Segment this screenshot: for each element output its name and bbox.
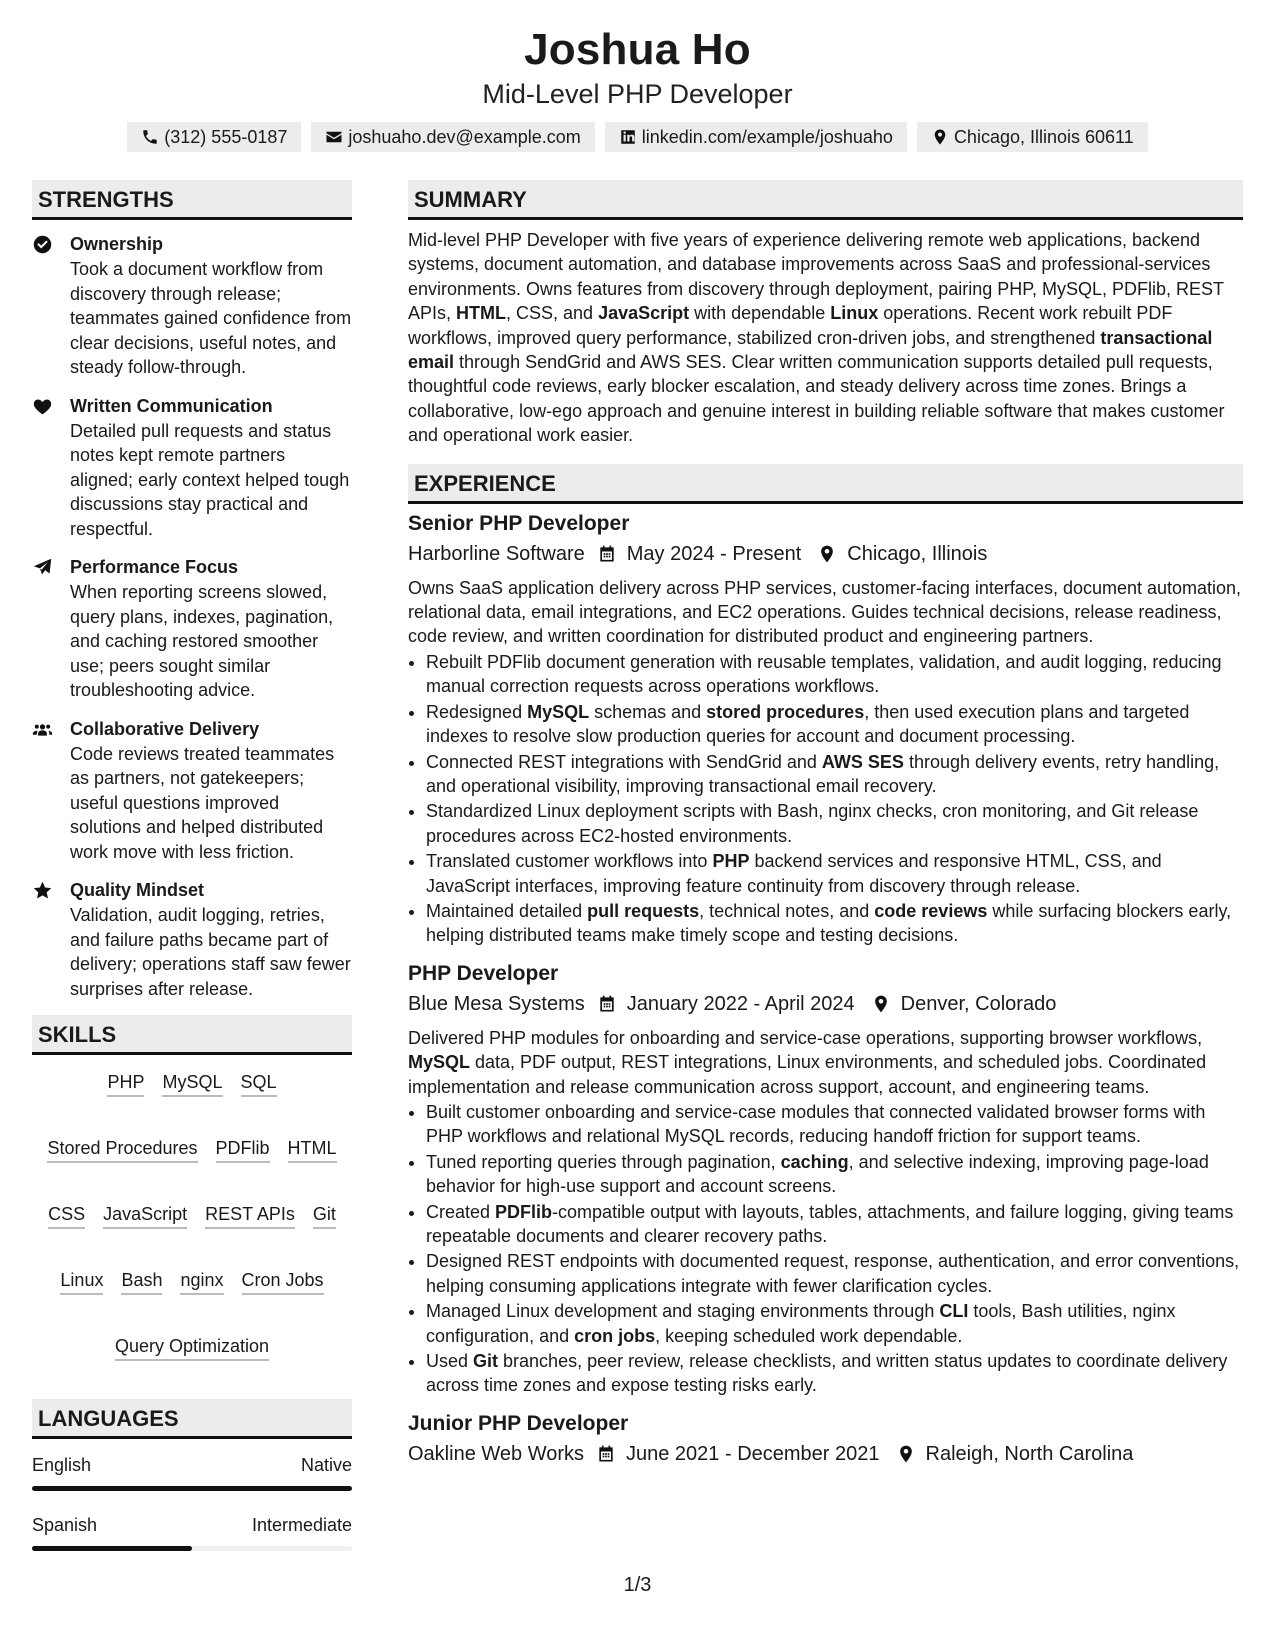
job-bullet <box>426 1100 1243 1149</box>
text-segment: HTML <box>456 303 506 324</box>
job-meta <box>408 990 1243 1018</box>
skill-tag: CSS <box>48 1203 85 1229</box>
skill-tag: JavaScript <box>103 1203 187 1229</box>
text-segment: PDFlib <box>495 1201 553 1222</box>
text-segment: Created <box>426 1201 496 1222</box>
contact-item[interactable] <box>127 122 301 152</box>
strength-item <box>32 394 352 542</box>
job-bullets <box>408 650 1243 948</box>
text-segment: Linux <box>830 303 879 324</box>
contact-item[interactable] <box>605 122 907 152</box>
job-bullet <box>426 1200 1243 1249</box>
language-level: Intermediate <box>251 1515 352 1535</box>
text-segment: pull requests <box>587 900 700 921</box>
heart-icon <box>32 396 53 417</box>
strength-title: Ownership <box>70 234 164 254</box>
job-company: Harborline Software <box>408 542 585 565</box>
text-segment: transactional email <box>408 327 1213 373</box>
text-segment: caching <box>780 1151 849 1172</box>
candidate-title: Mid-Level PHP Developer <box>482 79 793 109</box>
job-entry <box>408 510 1243 948</box>
text-segment: Rebuilt PDFlib document generation with reusable templates, validation, and audit logging, reducing manual correction requests across operations workflows. <box>426 651 1222 697</box>
job-bullet <box>426 650 1243 699</box>
text-segment: MySQL <box>527 701 590 722</box>
strength-description: When reporting screens slowed, query plans, indexes, pagination, and caching restored smoother use; peers sought similar troubleshooting advice. <box>70 582 334 700</box>
contact-item[interactable] <box>311 122 594 152</box>
text-segment: code reviews <box>874 900 988 921</box>
job-description <box>408 1026 1243 1099</box>
job-bullet <box>426 750 1243 799</box>
job-location: Raleigh, North Carolina <box>925 1442 1134 1465</box>
skills-list <box>32 1071 352 1361</box>
language-proficiency-bar <box>32 1486 352 1491</box>
strength-description: Detailed pull requests and status notes kept remote partners aligned; early context helped tough discussions stay practical and respectful. <box>70 420 350 539</box>
strength-description: Took a document workflow from discovery through release; teammates gained confidence from clear decisions, useful notes, and steady follow-through. <box>70 259 352 377</box>
strength-description: Validation, audit logging, retries, and failure paths became part of delivery; operations staff saw fewer surprises after release. <box>70 905 351 999</box>
skill-tag: SQL <box>241 1071 277 1097</box>
text-segment: CLI <box>939 1301 969 1322</box>
job-entry <box>408 1410 1243 1468</box>
language-name: Spanish <box>32 1515 98 1535</box>
contact-text: linkedin.com/example/joshuaho <box>641 126 893 147</box>
map-pin-icon <box>931 128 949 146</box>
linkedin-icon <box>619 128 637 146</box>
strength-item <box>32 717 352 865</box>
text-segment: , then used execution plans and targeted indexes to resolve slow production queries for account and document processing. <box>426 701 1190 747</box>
text-segment: Connected REST integrations with SendGrid and <box>426 751 822 772</box>
text-segment: Redesigned <box>426 701 528 722</box>
text-segment: , technical notes, and <box>699 900 875 921</box>
languages-list <box>32 1453 352 1551</box>
contact-bar <box>0 122 1275 152</box>
text-segment: stored procedures <box>706 701 865 722</box>
map-pin-icon <box>896 1444 916 1464</box>
job-entry <box>408 960 1243 1398</box>
page-number: 1/3 <box>623 1574 652 1596</box>
strength-item <box>32 555 352 703</box>
right-column <box>408 180 1243 1468</box>
summary-text <box>408 228 1243 448</box>
text-segment: through delivery events, retry handling, and operational visibility, improving transactional email recovery. <box>426 751 1220 796</box>
text-segment: with dependable <box>689 303 831 324</box>
users-icon <box>32 719 53 740</box>
job-location: Chicago, Illinois <box>847 542 988 565</box>
job-company: Oakline Web Works <box>408 1442 584 1465</box>
strengths-list <box>32 232 352 1001</box>
text-segment: cron jobs <box>574 1325 656 1346</box>
skills-heading: SKILLS <box>32 1015 352 1055</box>
job-bullet <box>426 799 1243 848</box>
job-description <box>408 576 1243 649</box>
language-name: English <box>32 1455 92 1475</box>
text-segment: PHP <box>712 851 750 872</box>
experience-list <box>408 510 1243 1468</box>
map-pin-icon <box>817 544 837 564</box>
language-level: Native <box>300 1455 352 1475</box>
text-segment: -compatible output with layouts, tables, attachments, and failure logging, giving teams repeatable documents and clearer recovery paths. <box>426 1201 1234 1246</box>
skill-tag: Linux <box>60 1269 103 1295</box>
strength-description: Code reviews treated teammates as partners, not gatekeepers; useful questions improved solutions and helped distributed work move with less friction. <box>70 743 335 862</box>
text-segment: tools, Bash utilities, nginx configuration, and <box>426 1301 1176 1346</box>
language-proficiency-fill <box>32 1486 352 1491</box>
left-column <box>32 180 352 1573</box>
star-icon <box>32 880 53 901</box>
resume-header <box>0 0 1275 152</box>
job-title: Junior PHP Developer <box>408 1411 629 1435</box>
text-segment: schemas and <box>589 701 707 722</box>
job-company: Blue Mesa Systems <box>408 992 585 1015</box>
job-title: Senior PHP Developer <box>408 511 630 535</box>
text-segment: Mid-level PHP Developer with five years of experience delivering remote web applications, backend systems, document automation, and database improvements across SaaS and professional-services environments. Owns features from discovery through deployment, pairing PHP, MySQL, PDFlib, REST APIs, <box>408 230 1224 324</box>
contact-text: joshuaho.dev@example.com <box>348 126 581 147</box>
job-bullet <box>426 700 1243 749</box>
text-segment: , keeping scheduled work dependable. <box>655 1325 963 1346</box>
text-segment: Designed REST endpoints with documented request, response, authentication, and error conventions, helping consuming applications integrate with fewer clarification cycles. <box>426 1251 1240 1296</box>
job-meta <box>408 1440 1243 1468</box>
job-dates: January 2022 - April 2024 <box>626 992 855 1015</box>
job-bullet <box>426 849 1243 898</box>
envelope-icon <box>325 128 343 146</box>
text-segment: Owns SaaS application delivery across PHP services, customer-facing interfaces, document automation, relational data, email integrations, and EC2 operations. Guides technical decisions, release readiness, code review, and written coordination for distributed product and engineering partners. <box>408 577 1242 647</box>
job-bullet <box>426 1299 1243 1348</box>
skill-tag: Query Optimization <box>115 1335 269 1361</box>
job-bullet <box>426 899 1243 948</box>
strength-item <box>32 232 352 380</box>
job-dates: May 2024 - Present <box>626 542 802 565</box>
job-location: Denver, Colorado <box>900 992 1057 1015</box>
languages-heading: LANGUAGES <box>32 1399 352 1439</box>
text-segment: Built customer onboarding and service-case modules that connected validated browser forms with PHP workflows and relational MySQL records, reducing handoff friction for support teams. <box>426 1101 1206 1147</box>
text-segment: JavaScript <box>598 303 690 324</box>
candidate-name: Joshua Ho <box>524 25 751 74</box>
skill-tag: REST APIs <box>205 1203 295 1229</box>
map-pin-icon <box>871 994 891 1014</box>
strength-item <box>32 878 352 1001</box>
text-segment: backend services and responsive HTML, CSS, and JavaScript interfaces, improving feature continuity from discovery through release. <box>426 851 1162 896</box>
text-segment: Standardized Linux deployment scripts with Bash, nginx checks, cron monitoring, and Git release procedures across EC2-hosted environments. <box>426 801 1199 846</box>
skill-tag: PDFlib <box>216 1137 270 1163</box>
check-circle-icon <box>32 234 53 255</box>
strength-title: Quality Mindset <box>70 880 205 900</box>
skill-tag: nginx <box>180 1269 223 1295</box>
language-item <box>32 1513 352 1551</box>
calendar-icon <box>596 1444 616 1464</box>
text-segment: branches, peer review, release checklists, and written status updates to coordinate delivery across time zones and expose testing risks early. <box>426 1351 1228 1396</box>
strength-title: Collaborative Delivery <box>70 718 260 739</box>
text-segment: Delivered PHP modules for onboarding and service-case operations, supporting browser workflows, <box>408 1027 1203 1048</box>
text-segment: Git <box>473 1351 499 1372</box>
text-segment: operations. Recent work rebuilt PDF workflows, improved query performance, stabilized cron-driven jobs, and strengthened <box>408 303 1173 348</box>
skill-tag: Bash <box>121 1269 162 1295</box>
paper-plane-icon <box>32 557 53 578</box>
text-segment: Used <box>426 1351 474 1372</box>
job-bullet <box>426 1150 1243 1199</box>
text-segment: while surfacing blockers early, helping distributed teams make timely scope and testing decisions. <box>426 900 1232 946</box>
contact-text: (312) 555-0187 <box>164 126 288 147</box>
skill-tag: MySQL <box>162 1071 222 1097</box>
language-item <box>32 1453 352 1491</box>
job-bullet <box>426 1249 1243 1298</box>
strength-title: Written Communication <box>70 395 273 416</box>
contact-text: Chicago, Illinois 60611 <box>953 126 1134 147</box>
experience-heading: EXPERIENCE <box>408 464 1243 504</box>
job-dates: June 2021 - December 2021 <box>626 1442 880 1465</box>
skill-tag: Cron Jobs <box>242 1269 324 1295</box>
job-bullet <box>426 1349 1243 1398</box>
calendar-icon <box>597 994 617 1014</box>
phone-icon <box>141 128 159 146</box>
text-segment: , and selective indexing, improving page-load behavior for high-use support and account screens. <box>426 1151 1209 1197</box>
text-segment: MySQL <box>408 1052 471 1073</box>
text-segment: through SendGrid and AWS SES. Clear written communication supports detailed pull requests, thoughtful code reviews, early blocker escalation, and steady delivery across time zones. Brings a collaborative, low-ego approach and genuine interest in building reliable software that makes customer and operational work easier. <box>408 352 1225 446</box>
skill-tag: Git <box>313 1203 336 1229</box>
skill-tag: PHP <box>107 1071 144 1097</box>
calendar-icon <box>597 544 617 564</box>
strength-title: Performance Focus <box>70 557 239 577</box>
contact-item[interactable] <box>917 122 1148 152</box>
text-segment: Tuned reporting queries through pagination, <box>426 1151 781 1172</box>
text-segment: Maintained detailed <box>426 900 588 921</box>
text-segment: Managed Linux development and staging environments through <box>426 1301 940 1322</box>
skill-tag: HTML <box>288 1137 337 1163</box>
text-segment: , CSS, and <box>506 303 599 324</box>
job-bullets <box>408 1100 1243 1398</box>
skill-tag: Stored Procedures <box>47 1137 197 1163</box>
job-meta <box>408 540 1243 568</box>
strengths-heading: STRENGTHS <box>32 180 352 220</box>
language-proficiency-fill <box>32 1546 192 1551</box>
text-segment: AWS SES <box>821 751 904 772</box>
text-segment: data, PDF output, REST integrations, Linux environments, and scheduled jobs. Coordinated implementation and release communication across support, account, and engineering teams. <box>408 1052 1207 1097</box>
summary-heading: SUMMARY <box>408 180 1243 220</box>
language-proficiency-bar <box>32 1546 352 1551</box>
text-segment: Translated customer workflows into <box>426 851 713 872</box>
job-title: PHP Developer <box>408 961 559 985</box>
